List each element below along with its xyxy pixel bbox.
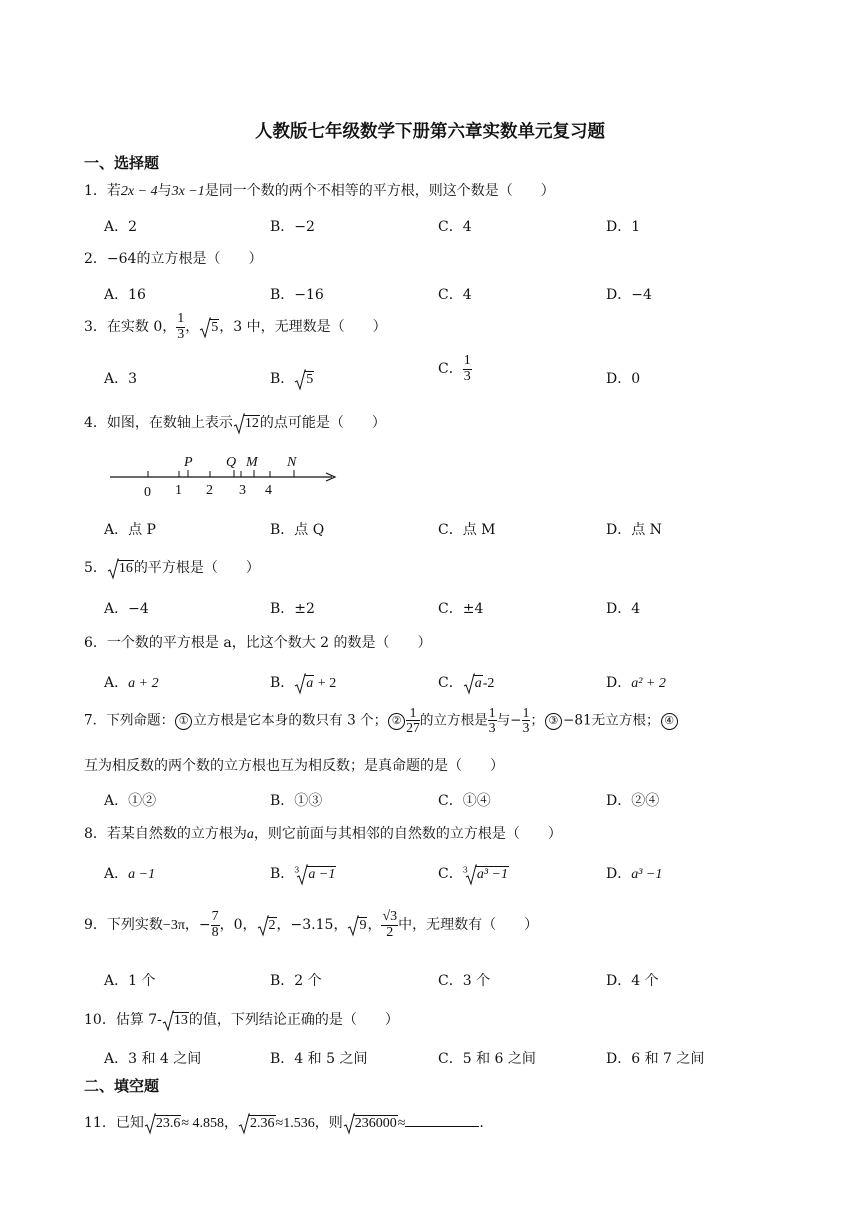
q4-option-d[interactable]: D．点 N: [606, 522, 662, 538]
section-heading-fill: 二、填空题: [84, 1077, 160, 1095]
q1-option-b[interactable]: B．−2: [270, 219, 315, 235]
q2-option-a[interactable]: A．16: [104, 287, 146, 303]
q1-option-d[interactable]: D．1: [606, 219, 641, 235]
q6-option-a[interactable]: A．a + 2: [104, 675, 159, 691]
q7-option-d[interactable]: D．②④: [606, 793, 660, 809]
q7-option-b[interactable]: B．①③: [270, 793, 323, 809]
question-4: 4．如图，在数轴上表示 12的点可能是（ ）: [84, 415, 386, 431]
tick-label-1: 1: [175, 483, 182, 498]
q10-option-c[interactable]: C．5 和 6 之间: [438, 1051, 536, 1067]
question-2: 2．−64的立方根是（ ）: [84, 251, 263, 267]
question-5: 5． 16的平方根是（ ）: [84, 560, 260, 576]
question-3: 3．在实数 0， $\frac{1}{3}$ ， 5，3 中，无理数是（ ）: [84, 311, 387, 342]
question-11: 11．已知 23.6≈ 4.858， 2.36≈1.536，则 236000≈ .: [84, 1115, 484, 1131]
q5-option-d[interactable]: D．4: [606, 601, 641, 617]
q4-option-b[interactable]: B．点 Q: [270, 522, 325, 538]
q9-option-a[interactable]: A．1 个: [104, 973, 156, 989]
tick-label-4: 4: [265, 483, 272, 498]
tick-label-0: 0: [144, 485, 151, 500]
q3-option-b[interactable]: B． 5: [270, 371, 314, 387]
q5-option-c[interactable]: C．±4: [438, 601, 484, 617]
q10-option-d[interactable]: D．6 和 7 之间: [606, 1051, 705, 1067]
q1-option-a[interactable]: A．2: [104, 219, 138, 235]
question-7-line-2: 互为相反数的两个数的立方根也互为相反数；是真命题的是（ ）: [84, 758, 504, 774]
q9-option-d[interactable]: D．4 个: [606, 973, 659, 989]
point-label-m: M: [246, 455, 258, 470]
q8-option-b[interactable]: B．$^3$ a −1: [270, 865, 336, 882]
q10-option-b[interactable]: B．4 和 5 之间: [270, 1051, 368, 1067]
q8-option-d[interactable]: D．a³ −1: [606, 866, 663, 882]
q4-option-c[interactable]: C．点 M: [438, 522, 496, 538]
question-8: 8．若某自然数的立方根为a，则它前面与其相邻的自然数的立方根是（ ）: [84, 826, 562, 842]
q5-option-b[interactable]: B．±2: [270, 601, 315, 617]
q3-option-d[interactable]: D．0: [606, 371, 641, 387]
q4-option-a[interactable]: A．点 P: [104, 522, 156, 538]
question-6: 6．一个数的平方根是 a，比这个数大 2 的数是（ ）: [84, 635, 432, 651]
q5-option-a[interactable]: A．−4: [104, 601, 149, 617]
q6-option-b[interactable]: B． a + 2: [270, 675, 337, 691]
q7-option-c[interactable]: C．①④: [438, 793, 491, 809]
q8-option-a[interactable]: A．a −1: [104, 866, 156, 882]
q8-option-c[interactable]: C．$^3$ a³ −1: [438, 865, 508, 882]
q3-option-a[interactable]: A．3: [104, 371, 138, 387]
tick-label-2: 2: [206, 483, 213, 498]
answer-blank[interactable]: [405, 1114, 479, 1127]
q2-option-d[interactable]: D．−4: [606, 287, 652, 303]
question-9: 9．下列实数−3π，− $\frac{7}{8}$ ，0， 2，−3.15， 9， $\frac{√3}{2}$ 中，无理数有（ ）: [84, 909, 539, 940]
q1-option-c[interactable]: C．4: [438, 219, 472, 235]
q9-option-b[interactable]: B．2 个: [270, 973, 322, 989]
q3-option-c[interactable]: C． $\frac{1}{3}$: [438, 353, 471, 384]
q10-option-a[interactable]: A．3 和 4 之间: [104, 1051, 202, 1067]
q6-option-d[interactable]: D．a² + 2: [606, 675, 666, 691]
q2-option-c[interactable]: C．4: [438, 287, 472, 303]
q7-option-a[interactable]: A．①②: [104, 793, 157, 809]
page-title: 人教版七年级数学下册第六章实数单元复习题: [255, 122, 605, 142]
q9-option-c[interactable]: C．3 个: [438, 973, 491, 989]
point-label-p: P: [184, 455, 193, 470]
section-heading-choice: 一、选择题: [84, 154, 160, 172]
tick-label-3: 3: [239, 483, 246, 498]
question-10: 10．估算 7- 13的值，下列结论正确的是（ ）: [84, 1012, 399, 1028]
q2-option-b[interactable]: B．−16: [270, 287, 324, 303]
question-7: 7．下列命题： ① 立方根是它本身的数只有 3 个； ② $\frac{1}{27}$ 的立方根是 $\frac{1}{3}$ 与− $\frac{1}{3}$ ； ③ −81无立方根； ④: [84, 706, 679, 736]
point-label-n: N: [287, 455, 297, 470]
number-line-figure: [104, 450, 344, 502]
question-1: 1．若2x − 4与3x −1是同一个数的两个不相等的平方根，则这个数是（ ）: [84, 183, 555, 199]
q6-option-c[interactable]: C． a-2: [438, 675, 495, 691]
point-label-q: Q: [226, 455, 237, 470]
